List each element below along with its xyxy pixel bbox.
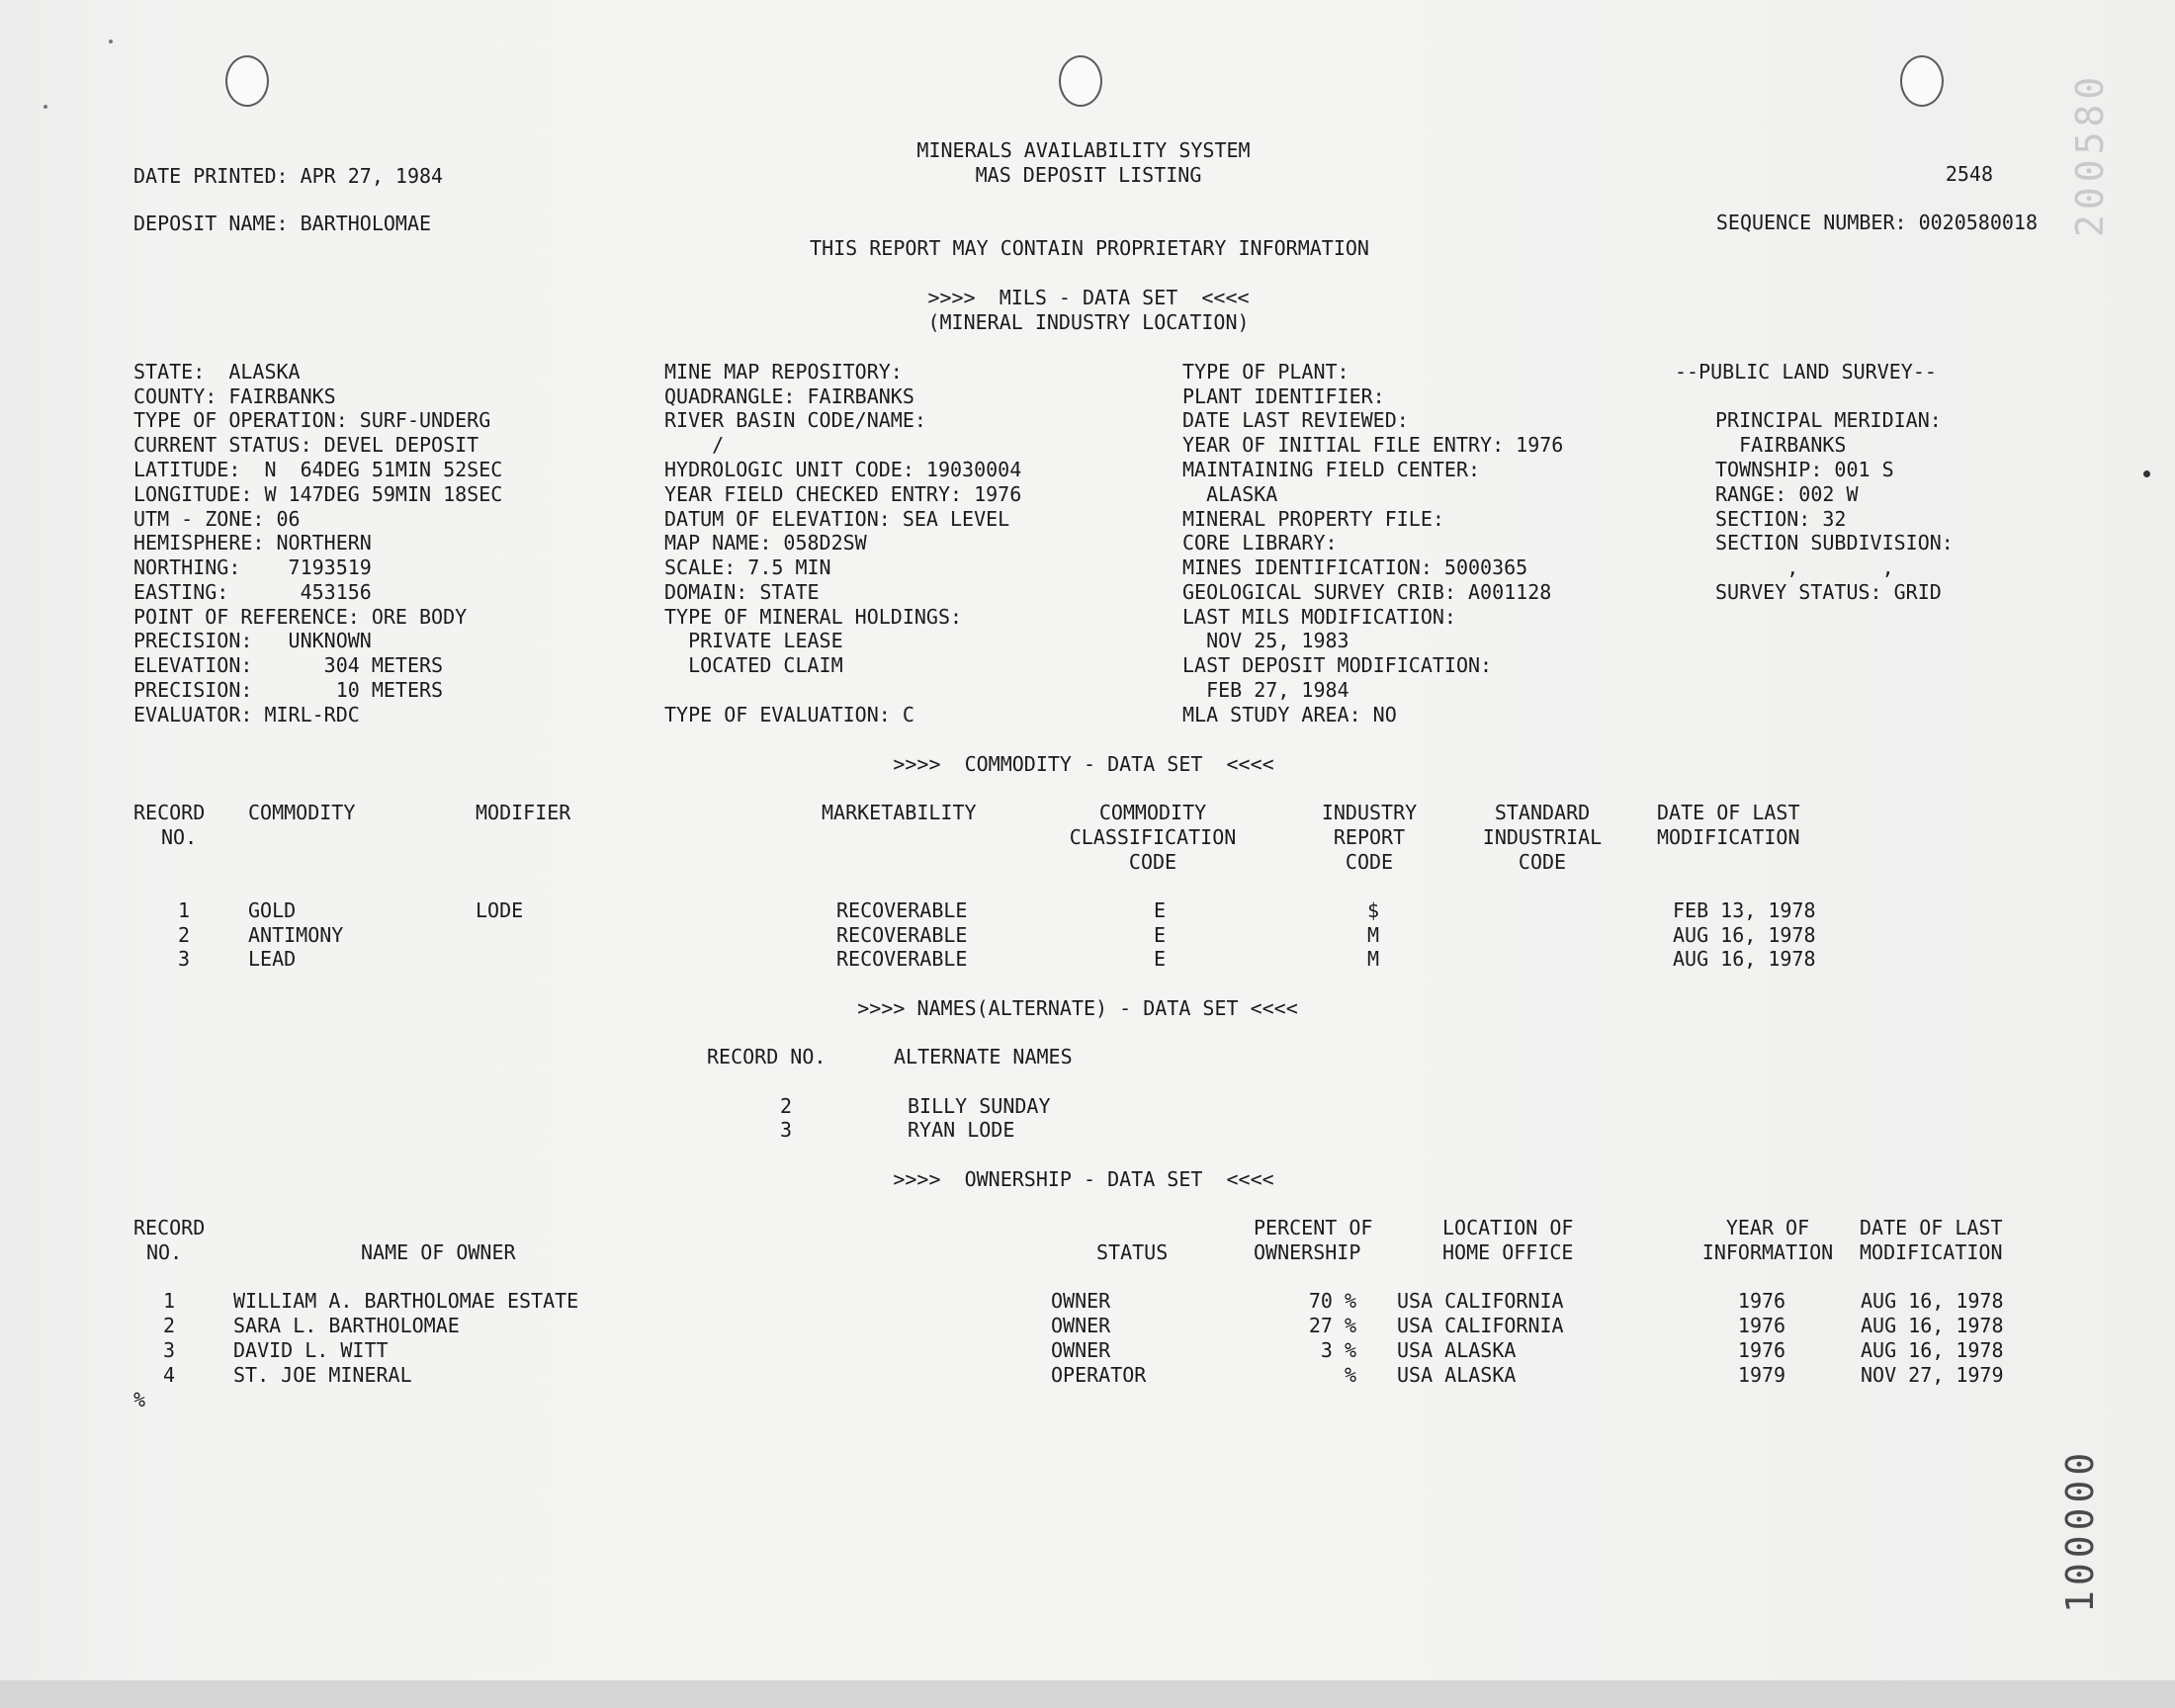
cell-alternate-name: RYAN LODE [908, 1118, 1015, 1142]
scan-dot [2143, 470, 2150, 477]
mils-field: NORTHING: 7193519 [133, 555, 372, 579]
deposit-name: DEPOSIT NAME: BARTHOLOMAE [133, 212, 432, 235]
mils-field: POINT OF REFERENCE: ORE BODY [133, 605, 468, 629]
cell-location: USA CALIFORNIA [1397, 1289, 1564, 1313]
mils-field: LATITUDE: N 64DEG 51MIN 52SEC [133, 458, 503, 481]
page-number: 2548 [1945, 162, 1993, 186]
cell-commodity: LEAD [248, 947, 297, 971]
col-header: HOME OFFICE [1442, 1240, 1574, 1264]
col-header: STATUS [1096, 1240, 1169, 1264]
cell-record-no: 2 [177, 923, 191, 947]
cell-industry-code: M [1366, 947, 1380, 971]
cell-percent: 3 % [1320, 1338, 1356, 1362]
col-header: OWNERSHIP [1254, 1240, 1361, 1264]
mils-field: DATE LAST REVIEWED: [1182, 408, 1409, 432]
mils-field: FEB 27, 1984 [1182, 678, 1349, 702]
col-header: RECORD NO. [707, 1045, 826, 1068]
cell-year: 1976 [1737, 1314, 1786, 1337]
mils-field: EASTING: 453156 [133, 580, 372, 604]
binder-hole-right [1900, 55, 1944, 107]
col-header: CODE [1518, 850, 1567, 874]
mils-field: PRIVATE LEASE [664, 629, 843, 652]
mils-field: LAST DEPOSIT MODIFICATION: [1182, 653, 1493, 677]
col-header: CLASSIFICATION [1069, 825, 1237, 849]
mils-field: TYPE OF EVALUATION: C [664, 703, 914, 726]
mils-field: PRINCIPAL MERIDIAN: [1715, 408, 1942, 432]
col-header: CODE [1128, 850, 1177, 874]
cell-commodity: ANTIMONY [248, 923, 344, 947]
cell-alternate-name: BILLY SUNDAY [908, 1094, 1051, 1118]
col-header: DATE OF LAST [1657, 801, 1800, 824]
binder-hole-center [1059, 55, 1102, 107]
cell-record-no: 3 [177, 947, 191, 971]
mils-field: TYPE OF PLANT: [1182, 360, 1349, 384]
system-title: MINERALS AVAILABILITY SYSTEM [916, 138, 1251, 162]
cell-record-no: 3 [162, 1338, 176, 1362]
cell-year: 1979 [1737, 1363, 1786, 1387]
scan-speck [44, 105, 47, 109]
cell-owner-name: WILLIAM A. BARTHOLOMAE ESTATE [233, 1289, 579, 1313]
mils-field: LOCATED CLAIM [664, 653, 843, 677]
sequence-number: SEQUENCE NUMBER: 0020580018 [1715, 211, 2038, 234]
listing-title: MAS DEPOSIT LISTING [975, 163, 1202, 187]
cell-date: AUG 16, 1978 [1861, 1289, 2004, 1313]
mils-field: QUADRANGLE: FAIRBANKS [664, 384, 914, 408]
proprietary-notice: THIS REPORT MAY CONTAIN PROPRIETARY INFORMATION [810, 236, 1369, 260]
cell-record-no: 1 [177, 898, 191, 922]
cell-date: FEB 13, 1978 [1673, 898, 1816, 922]
mils-field: RIVER BASIN CODE/NAME: [664, 408, 926, 432]
mils-field: HYDROLOGIC UNIT CODE: 19030004 [664, 458, 1022, 481]
col-header: DATE OF LAST [1860, 1216, 2003, 1239]
col-header: NO. [146, 1240, 183, 1264]
cell-status: OPERATOR [1051, 1363, 1147, 1387]
mils-field: PRECISION: 10 METERS [133, 678, 444, 702]
col-header: INDUSTRIAL [1482, 825, 1603, 849]
cell-status: OWNER [1051, 1338, 1111, 1362]
cell-location: USA ALASKA [1397, 1338, 1517, 1362]
names-section-title: >>>> NAMES(ALTERNATE) - DATA SET <<<< [857, 996, 1298, 1020]
col-header: INFORMATION [1701, 1240, 1834, 1264]
col-header: NO. [161, 825, 198, 849]
cell-classification: E [1153, 923, 1167, 947]
cell-modifier: LODE [476, 898, 524, 922]
cell-marketability: RECOVERABLE [836, 898, 968, 922]
mils-field: LAST MILS MODIFICATION: [1182, 605, 1456, 629]
col-header: INDUSTRY [1321, 801, 1418, 824]
cell-date: AUG 16, 1978 [1673, 947, 1816, 971]
mils-field: SECTION: 32 [1715, 507, 1847, 531]
mils-field: EVALUATOR: MIRL-RDC [133, 703, 360, 726]
mils-field: TYPE OF MINERAL HOLDINGS: [664, 605, 963, 629]
mils-section-title: >>>> MILS - DATA SET <<<< [927, 286, 1250, 309]
mils-field: PRECISION: UNKNOWN [133, 629, 372, 652]
col-header: MODIFICATION [1860, 1240, 2003, 1264]
col-header: CODE [1345, 850, 1394, 874]
cell-date: AUG 16, 1978 [1861, 1314, 2004, 1337]
col-header: YEAR OF [1725, 1216, 1810, 1239]
bottom-margin-stamp: 100000 [2058, 1447, 2102, 1613]
cell-percent: 70 % [1308, 1289, 1356, 1313]
mils-field: UTM - ZONE: 06 [133, 507, 301, 531]
cell-classification: E [1153, 898, 1167, 922]
cell-status: OWNER [1051, 1314, 1111, 1337]
mils-field: SECTION SUBDIVISION: [1715, 531, 1954, 555]
ownership-section-title: >>>> OWNERSHIP - DATA SET <<<< [893, 1167, 1274, 1191]
mils-field: MAINTAINING FIELD CENTER: [1182, 458, 1481, 481]
cell-location: USA ALASKA [1397, 1363, 1517, 1387]
cell-date: AUG 16, 1978 [1861, 1338, 2004, 1362]
cell-percent: % [1344, 1363, 1356, 1387]
mils-field: / [664, 433, 725, 457]
cell-date: AUG 16, 1978 [1673, 923, 1816, 947]
mils-field: FAIRBANKS [1715, 433, 1847, 457]
cell-record-no: 2 [779, 1094, 793, 1118]
col-header: MODIFIER [476, 801, 571, 824]
mils-field: LONGITUDE: W 147DEG 59MIN 18SEC [133, 482, 503, 506]
mils-field: MLA STUDY AREA: NO [1182, 703, 1397, 726]
cell-record-no: 1 [162, 1289, 176, 1313]
mils-field: YEAR FIELD CHECKED ENTRY: 1976 [664, 482, 1022, 506]
col-header: COMMODITY [1098, 801, 1207, 824]
cell-year: 1976 [1737, 1289, 1786, 1313]
cell-industry-code: $ [1366, 898, 1380, 922]
commodity-section-title: >>>> COMMODITY - DATA SET <<<< [893, 752, 1274, 776]
cell-date: NOV 27, 1979 [1861, 1363, 2004, 1387]
col-header: LOCATION OF [1442, 1216, 1574, 1239]
mils-field: MINE MAP REPOSITORY: [664, 360, 903, 384]
mils-field: CURRENT STATUS: DEVEL DEPOSIT [133, 433, 479, 457]
cell-record-no: 3 [779, 1118, 793, 1142]
cell-owner-name: DAVID L. WITT [233, 1338, 389, 1362]
public-land-survey-title: --PUBLIC LAND SURVEY-- [1675, 360, 1937, 384]
mils-field: MINERAL PROPERTY FILE: [1182, 507, 1444, 531]
mils-field: DATUM OF ELEVATION: SEA LEVEL [664, 507, 1010, 531]
scan-speck [109, 40, 113, 43]
col-header: COMMODITY [248, 801, 356, 824]
end-of-listing-marker: % [133, 1388, 146, 1411]
mils-field: MINES IDENTIFICATION: 5000365 [1182, 555, 1528, 579]
col-header: MODIFICATION [1657, 825, 1800, 849]
cell-status: OWNER [1051, 1289, 1111, 1313]
mils-section-subtitle: (MINERAL INDUSTRY LOCATION) [927, 310, 1250, 334]
mils-field: SURVEY STATUS: GRID [1715, 580, 1942, 604]
col-header: PERCENT OF [1254, 1216, 1373, 1239]
mils-field: SCALE: 7.5 MIN [664, 555, 831, 579]
mils-field: PLANT IDENTIFIER: [1182, 384, 1385, 408]
cell-record-no: 4 [162, 1363, 176, 1387]
cell-year: 1976 [1737, 1338, 1786, 1362]
mils-field: CORE LIBRARY: [1182, 531, 1338, 555]
mils-field: STATE: ALASKA [133, 360, 301, 384]
mils-field: YEAR OF INITIAL FILE ENTRY: 1976 [1182, 433, 1564, 457]
cell-marketability: RECOVERABLE [836, 923, 968, 947]
binder-hole-left [225, 55, 269, 107]
col-header: RECORD [133, 1216, 206, 1239]
mils-field: HEMISPHERE: NORTHERN [133, 531, 372, 555]
mils-field: , , [1715, 555, 1894, 579]
mils-field: RANGE: 002 W [1715, 482, 1859, 506]
cell-percent: 27 % [1308, 1314, 1356, 1337]
mils-field: DOMAIN: STATE [664, 580, 820, 604]
cell-marketability: RECOVERABLE [836, 947, 968, 971]
mils-field: NOV 25, 1983 [1182, 629, 1349, 652]
mils-field: ELEVATION: 304 METERS [133, 653, 444, 677]
col-header: ALTERNATE NAMES [894, 1045, 1073, 1068]
col-header: STANDARD [1494, 801, 1591, 824]
scan-bottom-edge [0, 1680, 2175, 1708]
col-header: REPORT [1333, 825, 1406, 849]
mils-field: COUNTY: FAIRBANKS [133, 384, 336, 408]
mils-field: GEOLOGICAL SURVEY CRIB: A001128 [1182, 580, 1552, 604]
cell-classification: E [1153, 947, 1167, 971]
date-printed: DATE PRINTED: APR 27, 1984 [133, 164, 444, 188]
cell-location: USA CALIFORNIA [1397, 1314, 1564, 1337]
mils-field: MAP NAME: 058D2SW [664, 531, 867, 555]
cell-record-no: 2 [162, 1314, 176, 1337]
col-header: RECORD [133, 801, 206, 824]
col-header: MARKETABILITY [822, 801, 977, 824]
cell-industry-code: M [1366, 923, 1380, 947]
mils-field: TYPE OF OPERATION: SURF-UNDERG [133, 408, 491, 432]
cell-commodity: GOLD [248, 898, 297, 922]
col-header: NAME OF OWNER [361, 1240, 516, 1264]
cell-owner-name: ST. JOE MINERAL [233, 1363, 412, 1387]
mils-field: TOWNSHIP: 001 S [1715, 458, 1894, 481]
top-margin-stamp: 200580 [2068, 71, 2112, 237]
cell-owner-name: SARA L. BARTHOLOMAE [233, 1314, 460, 1337]
mils-field: ALASKA [1182, 482, 1278, 506]
